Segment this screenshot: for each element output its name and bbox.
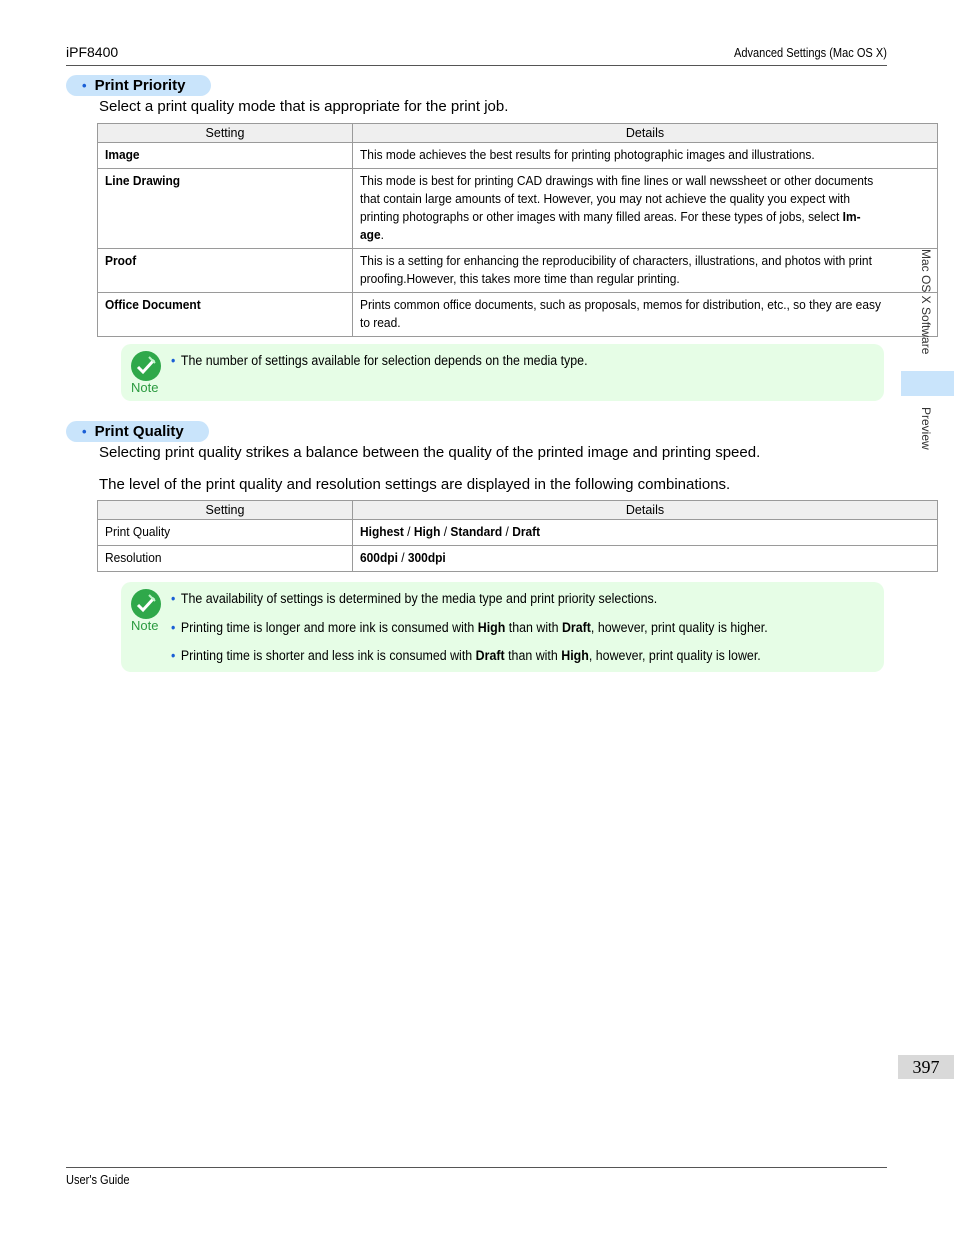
priority-intro: Select a print quality mode that is appropriate for the print job. [99, 98, 509, 115]
table-row [98, 249, 938, 293]
note-label: Note [131, 380, 159, 395]
table-header-row [98, 124, 938, 143]
note-item: • The availability of settings is determined by the media type and print priority selections. [171, 591, 658, 606]
note-item: • Printing time is longer and more ink is consumed with High than with Draft, however, print quality is higher. [171, 620, 768, 635]
note-label: Note [131, 618, 159, 633]
quality-intro-2: The level of the print quality and resolution settings are displayed in the following combinations. [99, 476, 731, 493]
bullet-icon: • [82, 78, 87, 93]
footer-rule [66, 1167, 887, 1168]
side-tab-marker [901, 371, 954, 396]
setting-details: This is a setting for enhancing the reproducibility of characters, illustrations, and photos with print proofing.However, this takes more time than regular printing. [360, 253, 872, 286]
setting-details: This mode is best for printing CAD drawings with fine lines or wall newssheet or other documents that contain large amounts of text. However, you may not achieve the quality you expect with printing photographs or other images with many filled areas. For these types of jobs, select Im-age. [360, 173, 874, 242]
setting-name: Print Quality [105, 524, 171, 539]
quality-intro-1: Selecting print quality strikes a balance between the quality of the printed image and printing speed. [99, 444, 761, 461]
table-row [98, 143, 938, 169]
bullet-icon: • [82, 424, 87, 439]
note-item: • The number of settings available for selection depends on the media type. [171, 353, 588, 368]
section-title: Print Quality [94, 423, 184, 440]
setting-details: Highest / High / Standard / Draft [360, 524, 541, 539]
table-row [98, 169, 938, 249]
footer-guide: User's Guide [66, 1172, 130, 1187]
section-print-quality [66, 421, 209, 442]
setting-name: Resolution [105, 550, 162, 565]
header-rule [66, 65, 887, 66]
col-setting: Setting [98, 501, 353, 520]
table-header-row [98, 501, 938, 520]
side-topic-label: Preview [919, 407, 933, 450]
note-item: • Printing time is shorter and less ink is consumed with Draft than with High, however, print quality is lower. [171, 648, 761, 663]
col-details: Details [353, 124, 938, 143]
side-chapter-label: Mac OS X Software [919, 249, 933, 355]
setting-details: Prints common office documents, such as proposals, memos for distribution, etc., so they are easy to read. [360, 297, 881, 330]
setting-name: Image [105, 147, 140, 162]
setting-name: Proof [105, 253, 137, 268]
page-number: 397 [898, 1055, 954, 1079]
pencil-check-icon [131, 589, 161, 619]
note-box [121, 582, 884, 672]
setting-name: Office Document [105, 297, 201, 312]
table-row [98, 546, 938, 572]
setting-name: Line Drawing [105, 173, 181, 188]
header-section: Advanced Settings (Mac OS X) [734, 45, 887, 60]
col-setting: Setting [98, 124, 353, 143]
table-row [98, 520, 938, 546]
priority-table [97, 123, 938, 337]
setting-details: This mode achieves the best results for printing photographic images and illustrations. [360, 147, 815, 162]
setting-details: 600dpi / 300dpi [360, 550, 446, 565]
quality-table [97, 500, 938, 572]
note-box [121, 344, 884, 401]
section-print-priority [66, 75, 211, 96]
header-model: iPF8400 [66, 44, 119, 60]
table-row [98, 293, 938, 337]
section-title: Print Priority [94, 77, 186, 94]
pencil-check-icon [131, 351, 161, 381]
col-details: Details [353, 501, 938, 520]
